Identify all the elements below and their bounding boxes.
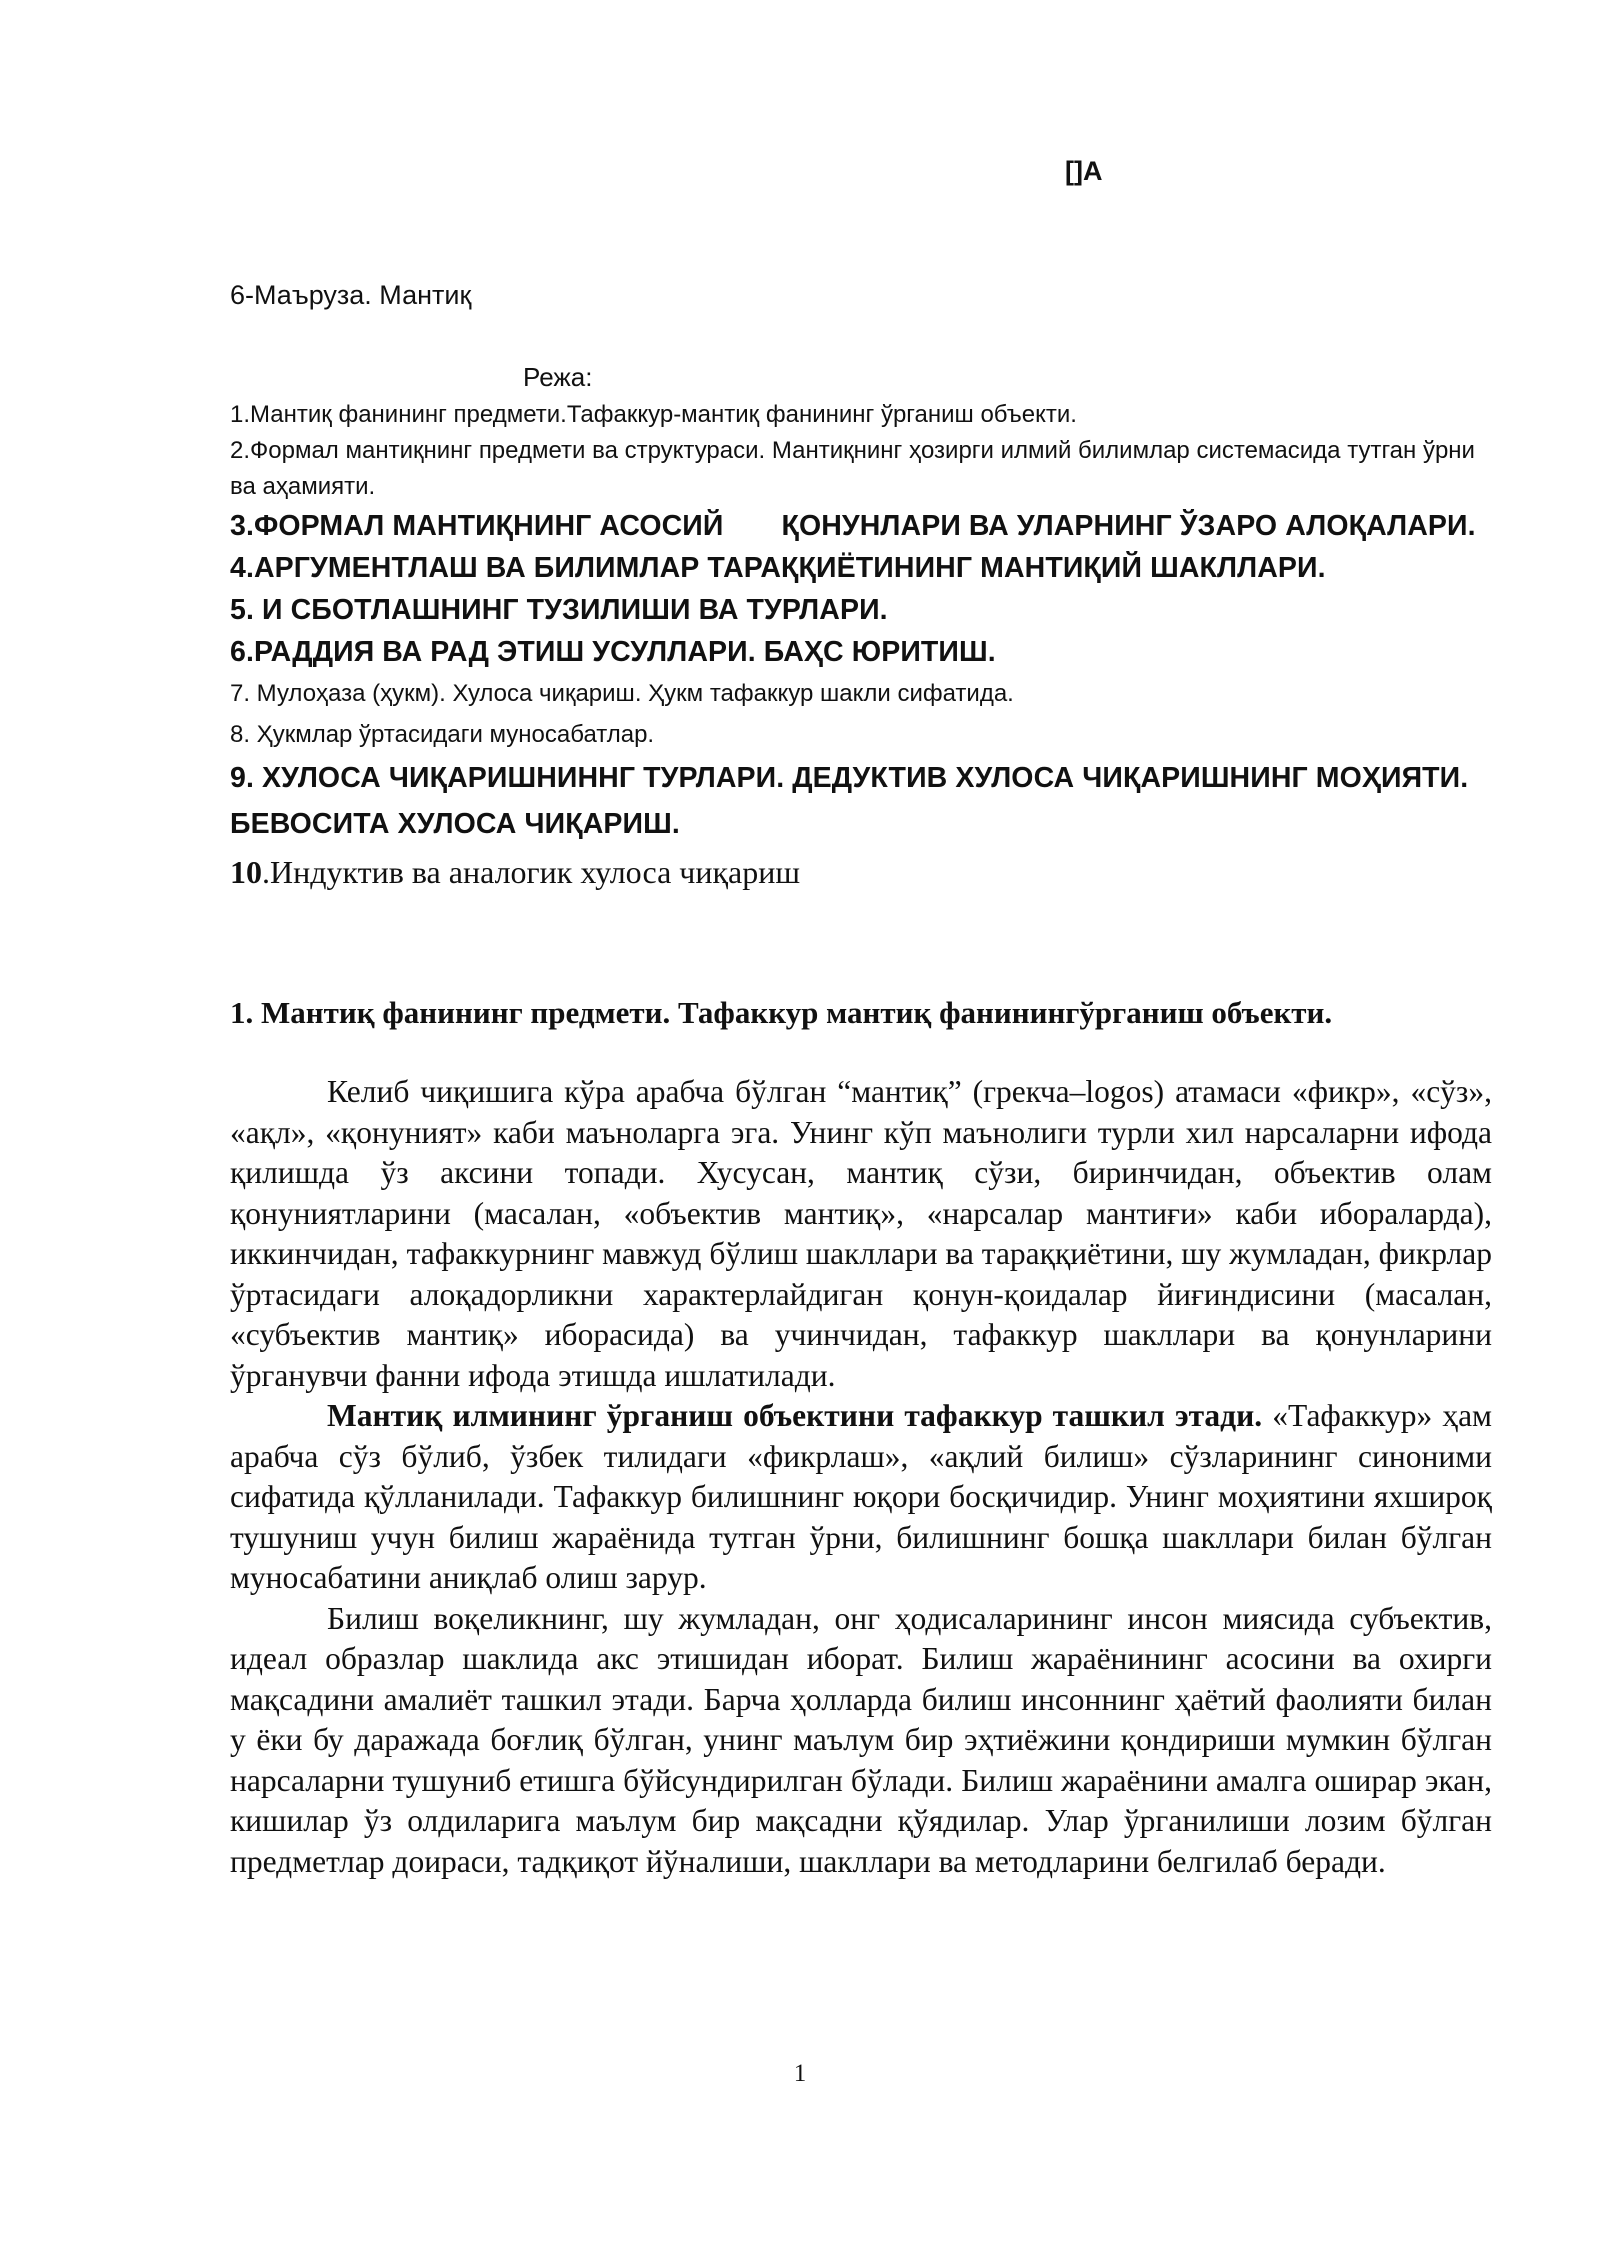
plan-item-10-text: .Индуктив ва аналогик хулоса чиқариш xyxy=(262,854,800,890)
plan-item-8: 8. Ҳукмлар ўртасидаги муносабатлар. xyxy=(230,721,655,748)
body-paragraph-2-lead: Мантиқ илмининг ўрганиш объектини тафаккур ташкил этади. xyxy=(327,1398,1263,1433)
plan-item-2: 2.Формал мантиқнинг предмети ва структураси. Мантиқнинг ҳозирги илмий билимлар системасида тутган ўрни ва аҳамияти. xyxy=(230,437,1475,500)
plan-item-10-number: 10 xyxy=(230,854,262,890)
plan-item-5: 5. И СБОТЛАШНИНГ ТУЗИЛИШИ ВА ТУРЛАРИ. xyxy=(230,594,888,626)
plan-item-3 xyxy=(230,505,1500,547)
page-number: 1 xyxy=(793,2060,807,2087)
plan-item-1: 1.Мантиқ фанининг предмети.Тафаккур-мантиқ фанининг ўрганиш объекти. xyxy=(230,401,1077,428)
plan-item-9: 9. ХУЛОСА ЧИҚАРИШНИННГ ТУРЛАРИ. ДЕДУКТИВ ХУЛОСА ЧИҚАРИШНИНГ МОҲИЯТИ. БЕВОСИТА ХУЛОСА ЧИҚАРИШ. xyxy=(230,762,1469,840)
body-paragraph-2 xyxy=(230,1396,1492,1599)
plan-item-6: 6.РАДДИЯ ВА РАД ЭТИШ УСУЛЛАРИ. БАҲС ЮРИТИШ. xyxy=(230,636,996,668)
corner-mark: []А xyxy=(1065,156,1103,186)
plan-item-10 xyxy=(230,847,1500,897)
plan-item-4: 4.АРГУМЕНТЛАШ ВА БИЛИМЛАР ТАРАҚҚИЁТИНИНГ МАНТИҚИЙ ШАКЛЛАРИ. xyxy=(230,552,1326,584)
lecture-title: 6-Маъруза. Мантиқ xyxy=(230,280,472,310)
plan-heading: Режа: xyxy=(523,362,593,392)
body-paragraph-1: Келиб чиқишига кўра арабча бўлган “мантиқ” (грекча–logos) атамаси «фикр», «сўз», «ақл», «қонуният» каби маъноларга эга. Унинг кўп маънолиги турли хил нарсаларни ифода қилишда ўз аксини топади. Хусусан, мантиқ сўзи, биринчидан, объектив олам қонуниятларини (масалан, «объектив мантиқ», «нарсалар мантиғи» каби ибораларда), иккинчидан, тафаккурнинг мавжуд бўлиш шакллари ва тараққиётини, шу жумладан, фикрлар ўртасидаги алоқадорликни характерлайдиган қонун-қоидалар йиғиндисини (масалан, «субъектив мантиқ» иборасида) ва учинчидан, тафаккур шакллари ва қонунларини ўрганувчи фанни ифода этишда ишлатилади. xyxy=(230,1074,1492,1393)
plan-item-3-part-a: 3.ФОРМАЛ МАНТИҚНИНГ АСОСИЙ xyxy=(230,510,724,542)
plan-item-7: 7. Мулоҳаза (ҳукм). Хулоса чиқариш. Ҳукм тафаккур шакли сифатида. xyxy=(230,680,1014,707)
body-text xyxy=(230,1072,1492,1882)
section-heading: 1. Мантиқ фанининг предмети. Тафаккур мантиқ фанинингўрганиш объекти. xyxy=(230,995,1333,1030)
lecture-plan xyxy=(230,357,1500,897)
body-paragraph-2-rest: «Тафаккур» ҳам арабча сўз бўлиб, ўзбек тилидаги «фикрлаш», «ақлий билиш» сўзларининг синоними сифатида қўлланилади. Тафаккур билишнинг юқори босқичидир. Унинг моҳиятини яхшироқ тушуниш учун билиш жараёнида тутган ўрни, билишнинг бошқа шакллари билан бўлган муносабатини аниқлаб олиш зарур. xyxy=(230,1398,1492,1595)
body-paragraph-3: Билиш воқеликнинг, шу жумладан, онг ҳодисаларининг инсон миясида субъектив, идеал образлар шаклида акс этишидан иборат. Билиш жараёнининг асосини ва охирги мақсадини амалиёт ташкил этади. Барча ҳолларда билиш инсоннинг ҳаётий фаолияти билан у ёки бу даражада боғлиқ бўлган, унинг маълум бир эҳтиёжини қондириши мумкин бўлган нарсаларни тушуниб етишга бўйсундирилган бўлади. Билиш жараёнини амалга оширар экан, кишилар ўз олдиларига маълум бир мақсадни қўядилар. Улар ўрганилиши лозим бўлган предметлар доираси, тадқиқот йўналиши, шакллари ва методларини белгилаб беради. xyxy=(230,1600,1492,1879)
plan-item-3-part-b: ҚОНУНЛАРИ ВА УЛАРНИНГ ЎЗАРО АЛОҚАЛАРИ. xyxy=(781,510,1476,542)
